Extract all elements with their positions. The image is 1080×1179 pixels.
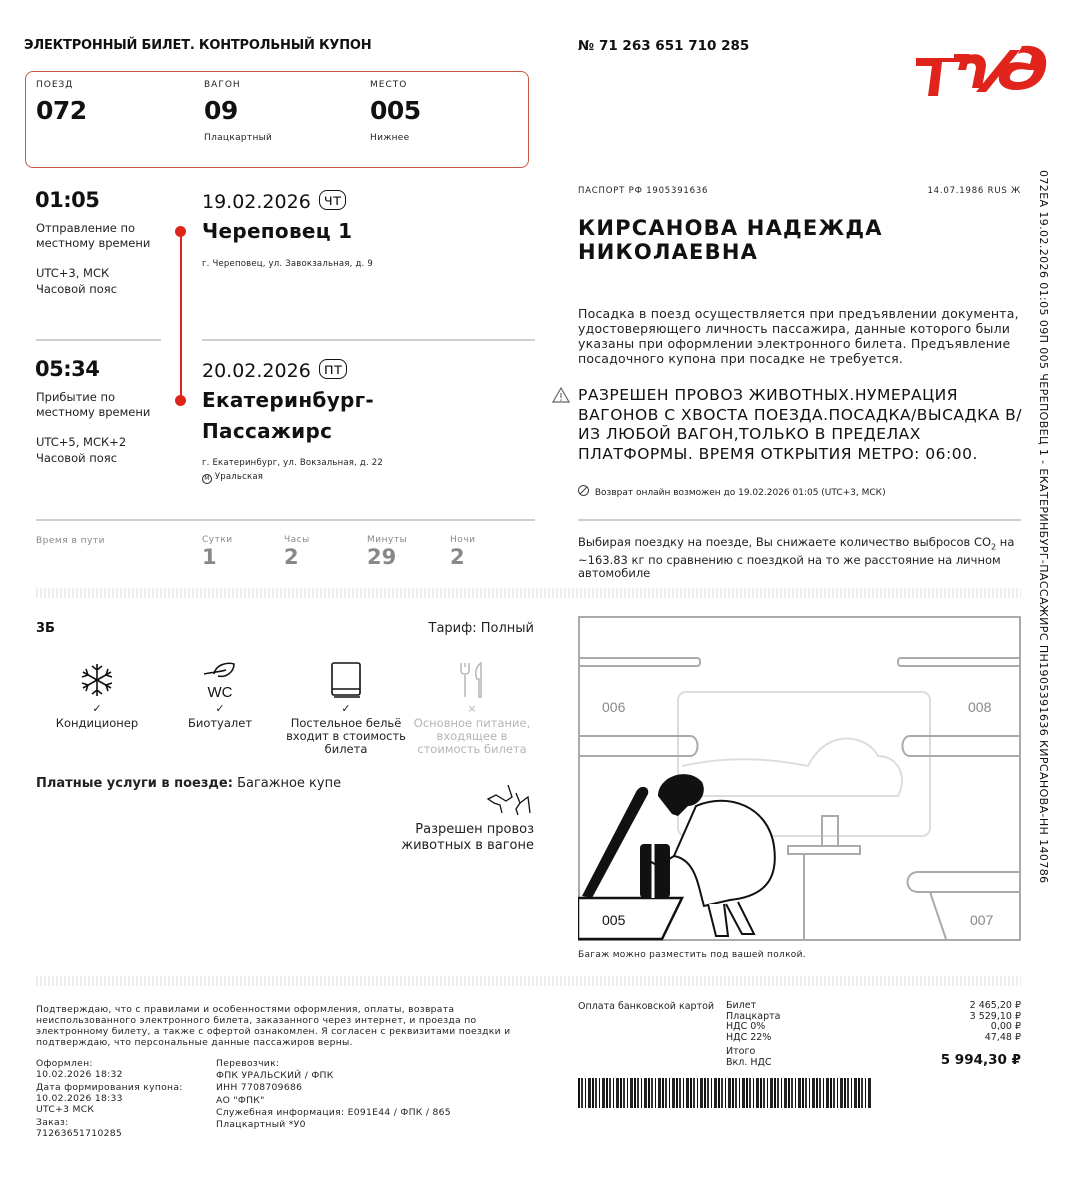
duration-nights (450, 535, 475, 569)
car-label: ВАГОН (204, 80, 241, 90)
price-row-vat22 (726, 1033, 1021, 1044)
departure-tz: UTC+3, МСК (36, 266, 110, 280)
duration-days-label: Сутки (202, 535, 233, 545)
meal-icon (457, 661, 487, 699)
paid-services-value: Багажное купе (232, 776, 342, 791)
duration-nights-value: 2 (450, 545, 465, 569)
service-class: 3Б (36, 621, 55, 636)
passenger-name (578, 216, 883, 264)
ticket-number: № 71 263 651 710 285 (578, 38, 750, 54)
route-line (180, 231, 182, 401)
issued-label: Оформлен: (36, 1058, 93, 1069)
metro-row (202, 472, 263, 484)
compartment-illustration (578, 616, 1021, 941)
refund-text: Возврат онлайн возможен до 19.02.2026 01:05 (UTC+3, МСК) (594, 488, 886, 498)
co2-subscript: 2 (991, 542, 997, 552)
amenity-label: Постельное бельё входит в стоимость билета (286, 716, 406, 756)
no-refund-icon (578, 485, 589, 496)
amenity-air-conditioning (32, 660, 162, 730)
service-info: Служебная информация: Е091Е44 / ФПК / 865 (216, 1106, 451, 1118)
amenity-meal (407, 660, 537, 756)
price-row-ticket (726, 1001, 1021, 1012)
divider (578, 519, 1021, 521)
pets-allowed (401, 822, 534, 854)
passenger-name-line2: НИКОЛАЕВНА (578, 240, 759, 264)
boarding-note: Посадка в поезд осуществляется при предъявлении документа, удостоверяющего личность пассажира, данные которого были указаны при оформлении электронного билета. Предъявление посадочного купона при посадке не требуется. (578, 306, 1019, 366)
amenity-bedding (281, 660, 411, 756)
carrier-name: ФПК УРАЛЬСКИЙ / ФПК (216, 1070, 334, 1082)
train-number: 072 (36, 96, 87, 125)
payment-method: Оплата банковской картой (578, 1001, 715, 1012)
seat-number: 005 (370, 96, 421, 125)
duration-days (202, 535, 233, 569)
paid-services (36, 776, 341, 791)
train-block (36, 80, 87, 125)
price-row-vat0 (726, 1022, 1021, 1033)
arrival-station-line2: Пассажирс (202, 419, 333, 443)
price-row-berth (726, 1012, 1021, 1023)
seat-type: Нижнее (370, 133, 410, 143)
duration-minutes (367, 535, 407, 569)
price-label: НДС 22% (726, 1031, 772, 1043)
agreement-text: Подтверждаю, что с правилами и особенностями оформления, оплаты, возврата неиспользованного электронного билета, заказанного через интернет, и проезда по электронному билету, а также с офертой ознакомлен. Я согласен с реквизитами поездки и подтверждаю, что персональные данные пассажиров верны. (36, 1004, 511, 1048)
departure-dow-badge: чт (319, 190, 347, 210)
price-value: 0,00 ₽ (990, 1021, 1021, 1032)
barcode (578, 1078, 872, 1108)
duration-label: Время в пути (36, 536, 105, 546)
seat-label: МЕСТО (370, 80, 408, 90)
train-label: ПОЕЗД (36, 80, 74, 90)
perforation-divider (36, 588, 1021, 598)
divider (202, 339, 535, 341)
duration-days-value: 1 (202, 545, 217, 569)
issued-date: 10.02.2026 18:32 (36, 1069, 123, 1080)
price-value: 3 529,10 ₽ (969, 1010, 1021, 1022)
metro-station: Уральская (214, 472, 264, 482)
passenger-name-line1: КИРСАНОВА НАДЕЖДА (578, 216, 883, 240)
included-check: ✓ (215, 702, 225, 715)
duration-hours-label: Часы (284, 535, 310, 545)
not-included-mark: × (467, 702, 477, 715)
duration-minutes-label: Минуты (367, 535, 408, 545)
order-label: Заказ: (36, 1117, 69, 1128)
departure-station: Череповец 1 (202, 219, 353, 243)
price-value: 2 465,20 ₽ (969, 1000, 1021, 1011)
order-number: 71263651710285 (36, 1128, 123, 1139)
arrival-tz-label: Часовой пояс (36, 451, 118, 465)
tariff: Тариф: Полный (428, 621, 534, 636)
car-type: Плацкартный (204, 133, 273, 143)
train-warning: РАЗРЕШЕН ПРОВОЗ ЖИВОТНЫХ.НУМЕРАЦИЯ ВАГОНОВ С ХВОСТА ПОЕЗДА.ПОСАДКА/ВЫСАДКА В/ИЗ ЛЮБОЙ ВАГОН,ТОЛЬКО В ПРЕДЕЛАХ ПЛАТФОРМЫ. ВРЕМЯ ОТКРЫТИЯ МЕТРО: 06:00. (578, 386, 1023, 463)
duration-hours (284, 535, 310, 569)
co2-text: Выбирая поездку на поезде, Вы снижаете количество выбросов CO (578, 535, 992, 549)
rzd-logo (914, 40, 1050, 98)
ticket-title: ЭЛЕКТРОННЫЙ БИЛЕТ. КОНТРОЛЬНЫЙ КУПОН (24, 38, 372, 53)
pets-icon (486, 783, 532, 817)
arrival-dow-badge: пт (319, 359, 348, 379)
carrier-inn: ИНН 7708709686 (216, 1082, 303, 1094)
car-number: 09 (204, 96, 238, 125)
price-label: Плацкарта (726, 1010, 781, 1022)
total-label-line1: Итого (726, 1046, 756, 1057)
train-summary-box (25, 71, 529, 168)
coupon-date: 10.02.2026 18:33 (36, 1093, 123, 1104)
car-code: Плацкартный *У0 (216, 1119, 306, 1131)
warning-icon (552, 387, 570, 403)
pets-allowed-line1: Разрешен провоз (415, 822, 534, 837)
passenger-birth: 14.07.1986 RUS Ж (927, 186, 1021, 196)
total-row (726, 1047, 1021, 1068)
price-value: 47,48 ₽ (984, 1031, 1021, 1043)
arrival-address: г. Екатеринбург, ул. Вокзальная, д. 22 (202, 458, 383, 468)
price-label: НДС 0% (726, 1021, 766, 1032)
side-control-text: 072ЕА 19.02.2026 01:05 09П 005 ЧЕРЕПОВЕЦ 1 - ЕКАТЕРИНБУРГ-ПАССАЖИРС ПН1905391636 КИРСАНОВА-НН 140786 (1037, 170, 1050, 884)
seat-label-007: 007 (970, 912, 994, 928)
duration-hours-value: 2 (284, 545, 299, 569)
metro-icon: M (202, 474, 212, 484)
eco-wc-icon (200, 660, 240, 700)
seat-block (370, 80, 421, 143)
arrival-dot (175, 395, 186, 406)
refund-row (578, 485, 886, 498)
arrival-time: 05:34 (35, 357, 100, 381)
total-label-line2: Вкл. НДС (726, 1056, 772, 1068)
co2-text-rest: на ~163.83 кг по сравнению с поездкой на то же расстояние на личном автомобиле (578, 535, 1015, 581)
amenity-label: Кондиционер (55, 716, 139, 730)
amenity-label: Основное питание, входящее в стоимость билета (413, 716, 531, 756)
divider (36, 519, 535, 521)
departure-tz-label: Часовой пояс (36, 282, 118, 296)
duration-minutes-value: 29 (367, 545, 397, 569)
bedding-icon (329, 661, 363, 699)
departure-dot (175, 226, 186, 237)
arrival-date-row (202, 359, 347, 382)
co2-note (578, 536, 1023, 581)
arrival-time-label: Прибытие по местному времени (36, 390, 151, 419)
luggage-caption: Багаж можно разместить под вашей полкой. (578, 950, 806, 960)
pets-allowed-line2: животных в вагоне (401, 838, 534, 853)
coupon-tz: UTC+3 МСК (36, 1104, 95, 1115)
amenity-biotoilet (155, 660, 285, 730)
price-breakdown (726, 1001, 1021, 1068)
arrival-tz: UTC+5, МСК+2 (36, 435, 127, 449)
car-block (204, 80, 272, 143)
arrival-station-line1: Екатеринбург- (202, 388, 375, 412)
included-check: ✓ (341, 702, 351, 715)
seat-label-008: 008 (968, 699, 992, 715)
included-check: ✓ (92, 702, 102, 715)
snowflake-icon (79, 662, 115, 698)
departure-address: г. Череповец, ул. Завокзальная, д. 9 (202, 259, 373, 269)
departure-date-row (202, 190, 346, 213)
carrier-label: Перевозчик: (216, 1058, 280, 1069)
issue-info (36, 1058, 183, 1139)
perforation-divider (36, 976, 1021, 986)
passenger-document: ПАСПОРТ РФ 1905391636 (578, 186, 709, 196)
seat-label-005: 005 (602, 912, 626, 928)
departure-time-label: Отправление по местному времени (36, 221, 151, 250)
paid-services-label: Платные услуги в поезде: (36, 776, 233, 791)
seat-label-006: 006 (602, 699, 626, 715)
coupon-label: Дата формирования купона: (36, 1082, 183, 1093)
duration-nights-label: Ночи (450, 535, 476, 545)
divider (36, 339, 161, 341)
price-label: Билет (726, 1000, 757, 1011)
departure-time: 01:05 (35, 188, 100, 212)
carrier-company: АО "ФПК" (216, 1094, 265, 1106)
total-label (726, 1047, 772, 1068)
total-amount: 5 994,30 ₽ (940, 1052, 1021, 1068)
svg-text:WC: WC (207, 684, 233, 700)
carrier-info (216, 1058, 451, 1131)
arrival-date: 20.02.2026 (202, 360, 311, 382)
amenity-label: Биотуалет (187, 716, 253, 730)
departure-date: 19.02.2026 (202, 191, 311, 213)
